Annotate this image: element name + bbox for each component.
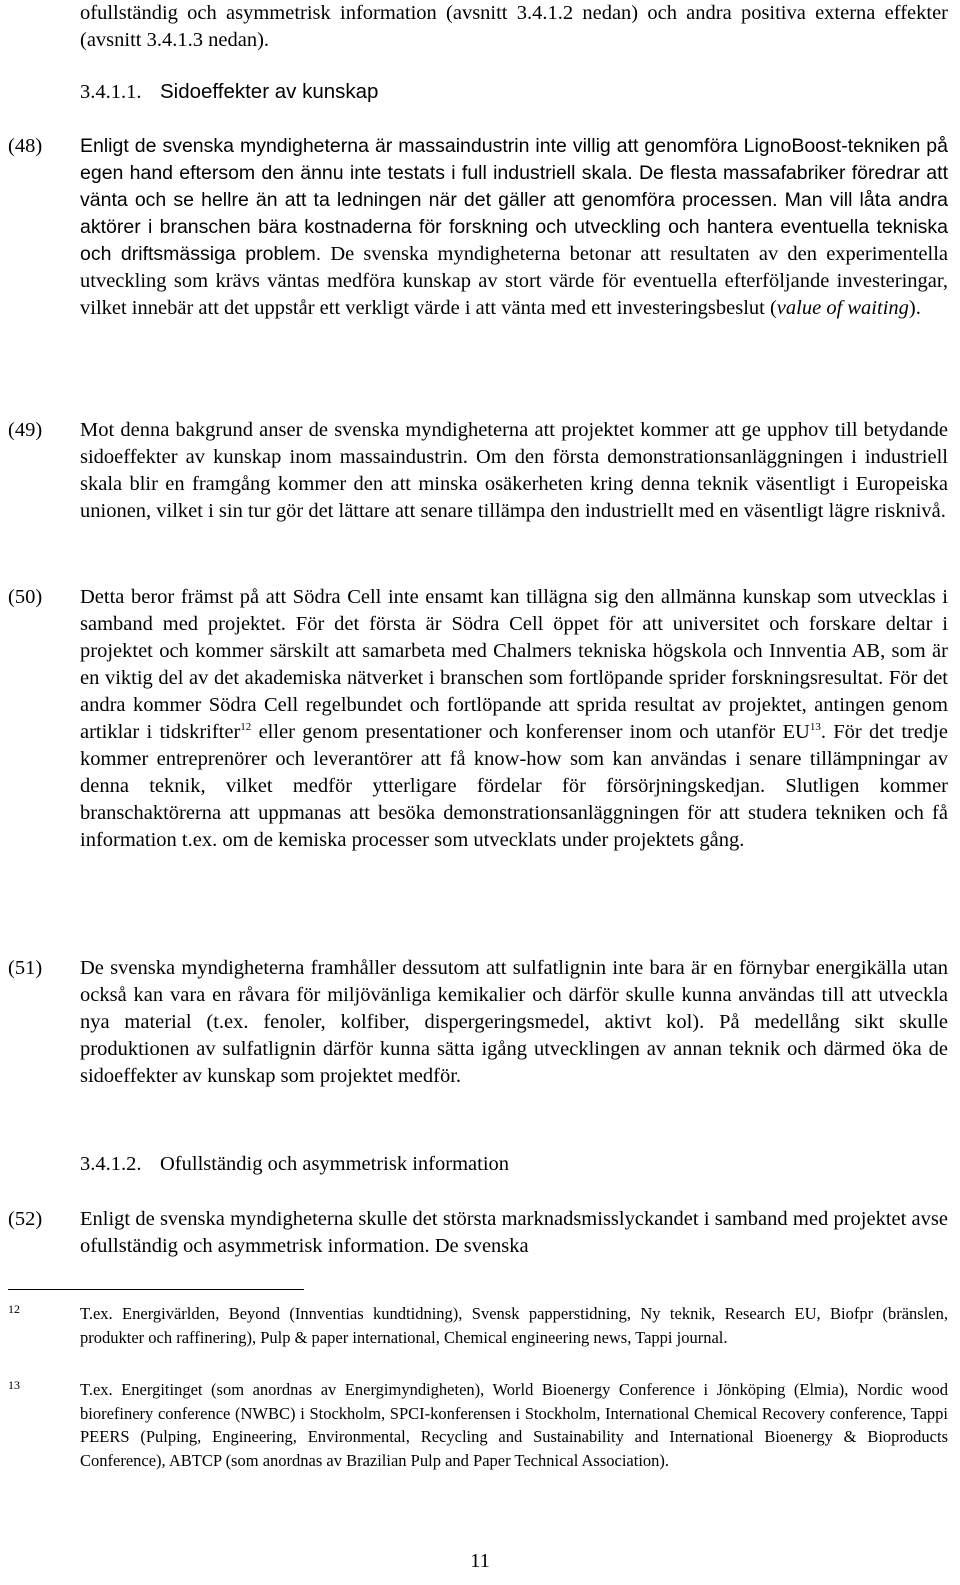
footnote-number: 12 (8, 1302, 20, 1316)
paragraph-text-part: Detta beror främst på att Södra Cell inte ensamt kan tillägna sig den allmänna kunskap som utvecklas i samband med projektet. För det första är Södra Cell öppet för att universitet och forskare deltar i projektet och kommer särskilt att samarbeta med Chalmers tekniska högskola och Innventia AB, som är en viktig del av det akademiska nätverket i branschen som fortlöpande sprider forskningsresultat. För det andra kommer Södra Cell regelbundet och fortlöpande att sprida resultat av projektet, antingen genom artiklar i tidskrifter (80, 586, 948, 743)
paragraph-text (80, 584, 948, 854)
footnote-text: T.ex. Energivärlden, Beyond (Innventias kundtidning), Svensk papperstidning, Ny teknik, Research EU, Biofpr (bränslen, produkter och raffinering), Pulp & paper international, Chemical engineering news, Tappi journal. (80, 1304, 948, 1347)
intro-paragraph (80, 0, 948, 54)
paragraph-text-part: De svenska myndigheterna betonar att resultaten av den experimentella utveckling som krävs väntas medföra kunskap av stort värde för eventuella efterföljande investeringar, vilket innebär att det uppstår ett verkligt värde i att vänta med ett investeringsbeslut ( (80, 243, 948, 319)
intro-text: ofullständig och asymmetrisk information (avsnitt 3.4.1.2 nedan) och andra positiva externa effekter (avsnitt 3.4.1.3 nedan). (80, 2, 948, 51)
paragraph-text-part: ). (908, 297, 921, 319)
paragraph-number: (51) (8, 957, 43, 979)
paragraph-number: (52) (8, 1208, 43, 1230)
section-heading-3-4-1-2 (80, 1151, 509, 1178)
section-title: Ofullständig och asymmetrisk information (160, 1153, 510, 1175)
footnote-text: T.ex. Energitinget (som anordnas av Energimyndigheten), World Bioenergy Conference i Jönköping (Elmia), Nordic wood biorefinery conference (NWBC) i Stockholm, SPCI-konferensen i Stockholm, International Chemical Recovery conference, Tappi PEERS (Pulping, Engineering, Environmental, Recycling and Sustainability and International Bioenergy & Bioproducts Conference), ABTCP (som anordnas av Brazilian Pulp and Paper Technical Association). (80, 1380, 948, 1470)
paragraph-text: Enligt de svenska myndigheterna skulle det största marknadsmisslyckandet i samband med projektet avse ofullständig och asymmetrisk information. De svenska (80, 1208, 948, 1257)
footnote-separator (8, 1289, 304, 1290)
paragraph-text-part: . För det tredje kommer entreprenörer och leverantörer att få know-how som kan användas i senare tillämpningar av denna teknik, vilket medför ytterligare fördelar för försörjningskedjan. Slutligen kommer branschaktörerna att uppmanas att besöka demonstrationsanläggningen för att studera tekniken och få information t.ex. om de kemiska processer som utvecklats under projektets gång. (80, 721, 948, 851)
section-number: 3.4.1.2. (80, 1153, 142, 1175)
paragraph-text-part: eller genom presentationer och konferenser inom och utanför EU (251, 721, 810, 743)
footnote-number: 13 (8, 1378, 20, 1392)
page-number: 11 (470, 1550, 490, 1572)
paragraph-text-part: De flesta massafabriker föredrar att vänta och se hellre än att ta ledningen när det gäller att genomföra processen. Man vill låta andra aktörer i branschen bära kostnaderna för forskning och utveckling och hantera eventuella tekniska och driftsmässiga problem. (80, 162, 948, 265)
section-number: 3.4.1.1. (80, 81, 142, 103)
paragraph-number: (49) (8, 419, 43, 441)
paragraph-text-part: Enligt de svenska myndigheterna är massaindustrin inte villig att genomföra LignoBoost-tekniken på egen hand eftersom den ännu inte testats i full industriell skala. (80, 135, 948, 184)
paragraph-text: De svenska myndigheterna framhåller dessutom att sulfatlignin inte bara är en förnybar energikälla utan också kan vara en råvara för miljövänliga kemikalier och därför skulle kunna användas till att utveckla nya material (t.ex. fenoler, kolfiber, dispergeringsmedel, aktivt kol). På medellång sikt skulle produktionen av sulfatlignin därför kunna sätta igång utvecklingen av annan teknik och därmed öka de sidoeffekter av kunskap som projektet medför. (80, 957, 948, 1087)
paragraph-number: (48) (8, 135, 43, 157)
section-title: Sidoeffekter av kunskap (160, 80, 379, 103)
paragraph-text: Mot denna bakgrund anser de svenska myndigheterna att projektet kommer att ge upphov till betydande sidoeffekter av kunskap inom massaindustrin. Om den första demonstrationsanläggningen i industriell skala blir en framgång kommer den att minska osäkerheten kring denna teknik väsentligt i Europeiska unionen, vilket i sin tur gör det lättare att senare tillämpa den industriellt med en väsentligt lägre risknivå. (80, 419, 948, 522)
paragraph-text (80, 133, 948, 322)
section-heading-3-4-1-1 (80, 78, 378, 106)
italic-term: value of waiting (776, 297, 909, 319)
footnote-ref[interactable]: 13 (809, 721, 821, 734)
footnote-ref[interactable]: 12 (240, 721, 252, 734)
paragraph-number: (50) (8, 586, 43, 608)
